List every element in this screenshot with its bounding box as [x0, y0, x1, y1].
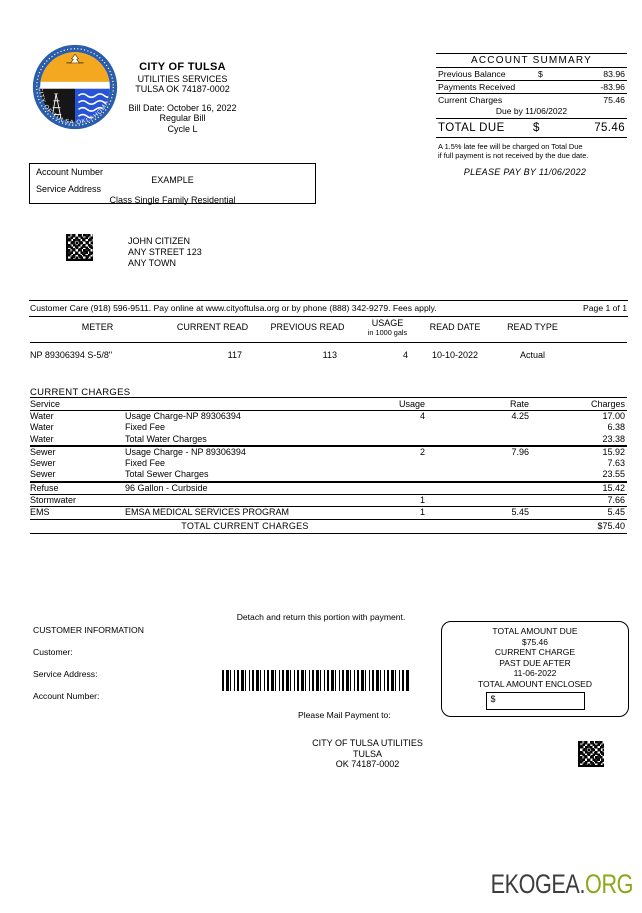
charge-description: Fixed Fee: [125, 458, 166, 469]
charge-service: Water: [30, 411, 54, 421]
meter-table-header: [30, 316, 627, 343]
meter-row: [30, 343, 627, 360]
summary-row-current-charges: [436, 94, 627, 106]
footer-brand-tld: ORG: [584, 869, 633, 899]
current-charges-title: CURRENT CHARGES: [30, 387, 131, 398]
charge-service: Sewer: [30, 469, 56, 480]
charge-amount: 6.38: [607, 422, 625, 433]
charge-amount: 7.66: [607, 495, 625, 506]
charge-row: [30, 458, 627, 469]
total-current-charges-row: [30, 519, 627, 534]
read-date: 10-10-2022: [431, 350, 479, 360]
usage-header: USAGE: [371, 317, 404, 328]
col-charges: Charges: [590, 399, 625, 409]
charge-row: [30, 494, 627, 506]
col-rate: Rate: [509, 399, 529, 409]
current-read: 117: [227, 350, 242, 360]
customer-city: ANY TOWN: [128, 258, 177, 268]
total-amount-enclosed-label: TOTAL AMOUNT ENCLOSED: [478, 678, 592, 689]
account-number-value: EXAMPLE: [151, 175, 194, 185]
currency-symbol: $: [533, 122, 540, 134]
customer-care-text: Customer Care (918) 596-9511. Pay online at www.cityoftulsa.org or by phone (888) 342-9279. Fees apply.: [30, 303, 437, 313]
mailing-address: [128, 236, 202, 269]
charge-row: [30, 422, 627, 433]
total-amount-due-label: TOTAL AMOUNT DUE: [492, 626, 578, 636]
charge-row: [30, 469, 627, 480]
col-previous-read: PREVIOUS READ: [270, 322, 345, 332]
row-value: -83.96: [600, 82, 625, 92]
charge-usage: 1: [419, 507, 425, 518]
late-fee-note-line2: if full payment is not received by the due date.: [438, 151, 589, 160]
bill-date: Bill Date: October 16, 2022: [128, 102, 237, 113]
charge-description: Total Water Charges: [125, 433, 207, 444]
charge-amount: 15.42: [602, 482, 625, 493]
charge-service: EMS: [30, 507, 50, 518]
charge-rate: [460, 495, 532, 506]
customer-information-title: CUSTOMER INFORMATION: [33, 625, 144, 635]
department: UTILITIES SERVICES: [137, 73, 228, 84]
charge-service: Refuse: [30, 482, 59, 493]
charge-usage: [360, 469, 460, 480]
payment-address-line2: OK 74187-0002: [335, 759, 400, 769]
charge-row: [30, 445, 627, 458]
charge-usage: [360, 434, 460, 445]
dollar-symbol: $: [490, 693, 496, 704]
col-service: Service: [30, 399, 61, 409]
charge-rate: [460, 434, 532, 445]
charge-service: Water: [30, 433, 54, 444]
charge-rate: [460, 483, 532, 494]
total-due-label: TOTAL DUE: [438, 122, 505, 134]
col-read-date: READ DATE: [429, 322, 481, 332]
meter-table: [30, 316, 627, 360]
usage: 4: [402, 350, 408, 360]
col-current-read: CURRENT READ: [176, 322, 249, 332]
company-address: TULSA OK 74187-0002: [135, 84, 230, 94]
charges-table-body: [30, 411, 627, 519]
bill-cycle: Cycle L: [167, 123, 198, 134]
past-due-after-label: PAST DUE AFTER: [499, 657, 571, 668]
row-label: Previous Balance: [438, 69, 506, 79]
service-address-label: Service Address: [36, 184, 102, 194]
charge-rate: [460, 469, 532, 480]
charge-usage: [360, 458, 460, 469]
col-usage: [355, 318, 420, 337]
total-amount-due-box: [441, 621, 629, 717]
row-value: 83.96: [603, 69, 625, 79]
usage-subheader: in 1000 gals: [367, 327, 408, 337]
col-meter: METER: [81, 322, 114, 332]
charge-description: Usage Charge-NP 89306394: [125, 411, 241, 421]
charge-service: Sewer: [30, 446, 56, 457]
charge-rate: [460, 458, 532, 469]
charge-service: Water: [30, 422, 54, 433]
late-fee-note: [436, 142, 627, 160]
read-type: Actual: [519, 350, 545, 360]
charge-usage: [360, 483, 460, 494]
customer-street: ANY STREET 123: [128, 247, 202, 257]
charge-service: Sewer: [30, 458, 56, 469]
amount-enclosed-field[interactable]: [486, 692, 585, 710]
payment-barcode: [222, 670, 410, 691]
customer-care-strip: [29, 300, 628, 317]
current-charges-table: [30, 397, 627, 534]
charge-usage: 2: [419, 446, 425, 457]
charge-rate: [460, 422, 532, 433]
spacer: [575, 350, 627, 360]
seal-ring-text: CITY OF TULSA OKLAHOMA: [36, 86, 111, 127]
service-address-stub-label: Service Address:: [33, 669, 98, 679]
charge-rate: 7.96: [511, 446, 529, 457]
col-usage: Usage: [398, 399, 425, 409]
account-summary: [436, 53, 627, 160]
charge-rate: 4.25: [511, 411, 529, 421]
total-current-charges-value: $75.40: [597, 520, 625, 531]
total-due-row: [436, 119, 627, 138]
account-summary-title: ACCOUNT SUMMARY: [436, 53, 627, 68]
charge-service: Stormwater: [30, 495, 77, 506]
late-fee-note-line1: A 1.5% late fee will be charged on Total Due: [438, 142, 583, 151]
charge-description: 96 Gallon - Curbside: [125, 482, 208, 493]
account-number-label: Account Number: [36, 167, 104, 177]
charge-description: Usage Charge - NP 89306394: [125, 446, 246, 457]
account-info-box: [29, 163, 316, 204]
charge-amount: 23.38: [602, 433, 625, 444]
previous-read: 113: [322, 350, 337, 360]
bill-type: Regular Bill: [159, 113, 206, 123]
footer-brand-name: EKOGEA.: [490, 869, 585, 899]
charge-usage: 1: [419, 495, 425, 506]
payment-address-line1: CITY OF TULSA UTILITIES TULSA: [312, 738, 423, 759]
mail-payment-label: Please Mail Payment to:: [298, 710, 391, 720]
summary-row-previous-balance: [436, 68, 627, 81]
detach-note: Detach and return this portion with payment.: [236, 612, 406, 622]
page-indicator: Page 1 of 1: [583, 303, 627, 313]
col-read-type: READ TYPE: [507, 322, 558, 332]
charge-description: EMSA MEDICAL SERVICES PROGRAM: [125, 507, 290, 518]
please-pay-by: PLEASE PAY BY 11/06/2022: [463, 167, 587, 177]
mailing-qr-code: [66, 234, 93, 261]
charge-rate: 5.45: [511, 507, 529, 518]
customer-name: JOHN CITIZEN: [128, 236, 190, 246]
row-label: Current Charges: [438, 95, 503, 105]
charge-amount: 15.92: [602, 446, 625, 457]
total-due-value: 75.46: [594, 122, 625, 134]
row-value: 75.46: [603, 95, 625, 105]
customer-label: Customer:: [33, 647, 73, 657]
company-name: CITY OF TULSA: [139, 61, 226, 73]
account-number-stub-label: Account Number:: [33, 691, 100, 701]
charge-row: [30, 434, 627, 445]
due-by-line: Due by 11/06/2022: [436, 106, 627, 119]
charge-description: Total Sewer Charges: [125, 469, 209, 480]
summary-row-payments-received: [436, 81, 627, 94]
total-amount-due-value: $75.46: [522, 636, 548, 647]
bill-header: [80, 62, 285, 134]
charge-amount: 17.00: [602, 411, 625, 421]
charge-row: [30, 481, 627, 494]
charge-usage: 4: [419, 411, 425, 421]
current-charge-label: CURRENT CHARGE: [494, 647, 576, 658]
charge-usage: [360, 422, 460, 433]
charge-amount: 23.55: [602, 469, 625, 480]
meter-table-body: [30, 343, 627, 360]
currency-symbol: $: [538, 69, 543, 79]
charge-row: [30, 411, 627, 422]
meter-id: NP 89306394 S-5/8": [30, 350, 113, 360]
stub-qr-code: [578, 741, 604, 767]
payment-address: [300, 738, 435, 770]
charge-description: [125, 495, 360, 506]
service-address-value: Class Single Family Residential: [109, 195, 236, 205]
row-label: Payments Received: [438, 82, 516, 92]
charge-amount: 5.45: [607, 507, 625, 518]
total-current-charges-label: TOTAL CURRENT CHARGES: [181, 520, 309, 531]
charge-description: Fixed Fee: [125, 422, 166, 433]
charges-table-header: [30, 397, 627, 411]
footer-brand: [491, 869, 633, 900]
charge-row: [30, 506, 627, 518]
charge-amount: 7.63: [607, 458, 625, 469]
past-due-date: 11-06-2022: [513, 668, 557, 679]
